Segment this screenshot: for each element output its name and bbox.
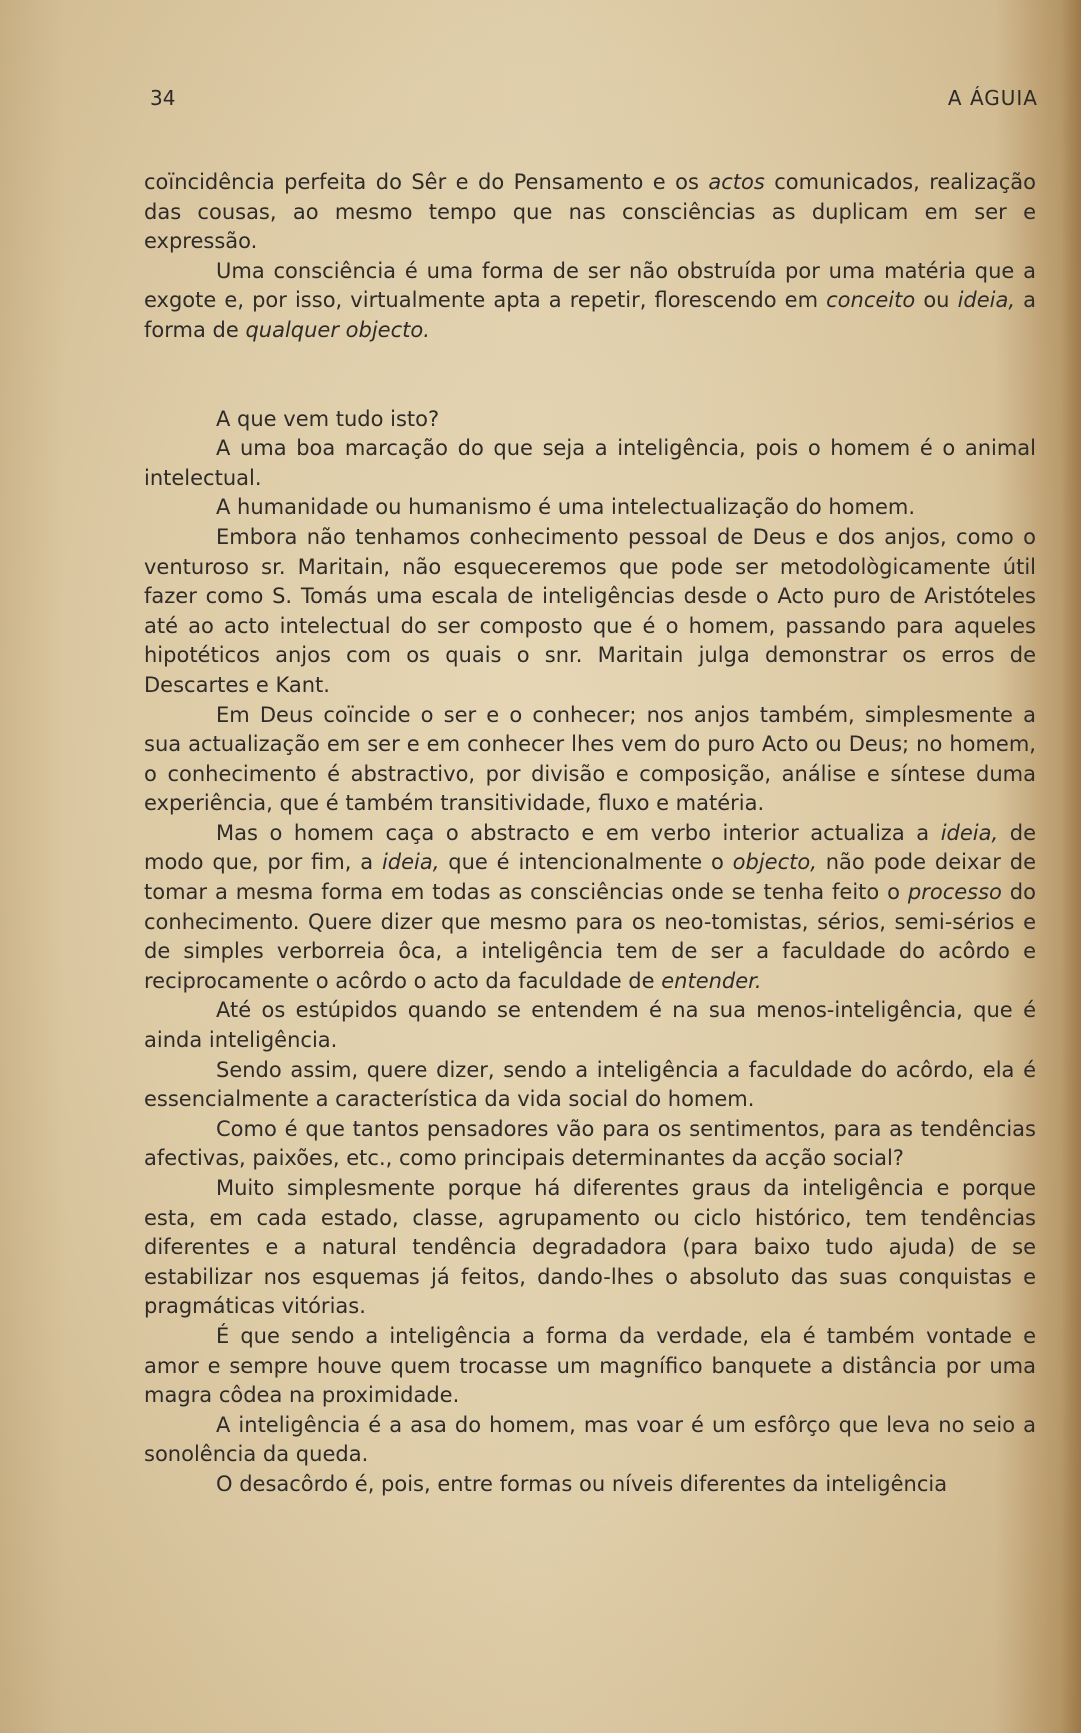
text-run: comunicados, realização das cousas, ao mesmo tempo que nas consciências as duplicam em ser e expressão. bbox=[144, 170, 1036, 254]
text-run: a forma de bbox=[144, 288, 1037, 342]
paragraph bbox=[144, 996, 1036, 1055]
text-run: do conhecimento. Quere dizer que mesmo para os neo-tomistas, sérios, semi-sérios e de simples verborreia ôca, a inteligência tem de ser a faculdade do acôrdo e reciprocamente o acôrdo o acto da faculdade de bbox=[144, 880, 1036, 993]
paragraph bbox=[144, 405, 1036, 435]
paragraph bbox=[144, 819, 1036, 997]
text-run: Em Deus coïncide o ser e o conhecer; nos anjos também, simplesmente a sua actualização em ser e em conhecer lhes vem do puro Acto ou Deus; no homem, o conhecimento é abstractivo, por divisão e composição, análise e síntese duma experiência, que é também transitividade, fluxo e matéria. bbox=[144, 702, 1036, 816]
paragraph bbox=[144, 257, 1036, 346]
body-text bbox=[144, 168, 1036, 1500]
paragraph bbox=[144, 1115, 1036, 1174]
text-run: de modo que, por fim, a bbox=[144, 820, 1036, 875]
text-run: A humanidade ou humanismo é uma intelectualização do homem. bbox=[216, 495, 916, 520]
text-run: Uma consciência é uma forma de ser não obstruída por uma matéria que a exgote e, por isso, virtualmente apta a repetir, florescendo em bbox=[144, 258, 1036, 313]
page-header bbox=[150, 86, 1038, 116]
italic-text: qualquer objecto. bbox=[245, 317, 430, 342]
text-run: É que sendo a inteligência a forma da verdade, ela é também vontade e amor e sempre houve quem trocasse um magnífico banquete a distância por uma magra côdea na proximidade. bbox=[144, 1323, 1036, 1408]
paragraph bbox=[144, 701, 1036, 819]
text-run: não pode deixar de tomar a mesma forma em todas as consciências onde se tenha feito o bbox=[144, 850, 1036, 905]
text-run: Até os estúpidos quando se entendem é na sua menos-inteligência, que é ainda inteligência. bbox=[144, 998, 1036, 1053]
italic-text: ideia, bbox=[940, 820, 999, 845]
italic-text: entender. bbox=[661, 968, 762, 993]
italic-text: processo bbox=[907, 880, 1002, 905]
text-run: Como é que tantos pensadores vão para os sentimentos, para as tendências afectivas, paixões, etc., como principais determinantes da acção social? bbox=[144, 1116, 1036, 1171]
text-run: que é intencionalmente o bbox=[439, 850, 733, 875]
page-number: 34 bbox=[150, 86, 176, 110]
italic-text: ideia, bbox=[381, 850, 440, 875]
text-run: Muito simplesmente porque há diferentes graus da inteligência e porque esta, em cada estado, classe, agrupamento ou ciclo histórico, tem tendências diferentes e a natural tendência degradadora (para baixo tudo ajuda) de se estabilizar nos esquemas já feitos, dando-lhes o absoluto das suas conquistas e pragmáticas vitórias. bbox=[144, 1176, 1036, 1319]
text-run: Embora não tenhamos conhecimento pessoal de Deus e dos anjos, como o venturoso sr. Maritain, não esqueceremos que pode ser metodològicamente útil fazer como S. Tomás uma escala de inteligências desde o Acto puro de Aristóteles até ao acto intelectual do ser composto que é o homem, passando para aqueles hipotéticos anjos com os quais o snr. Maritain julga demonstrar os erros de Descartes e Kant. bbox=[144, 524, 1036, 697]
text-run: Sendo assim, quere dizer, sendo a inteligência a faculdade do acôrdo, ela é essencialmente a característica da vida social do homem. bbox=[144, 1057, 1036, 1112]
paragraph bbox=[144, 434, 1036, 493]
text-run: A que vem tudo isto? bbox=[216, 406, 440, 431]
text-run: ou bbox=[915, 288, 958, 313]
paragraph bbox=[144, 1174, 1036, 1322]
paragraph bbox=[144, 1056, 1036, 1115]
text-run: O desacôrdo é, pois, entre formas ou níveis diferentes da inteligência bbox=[216, 1471, 948, 1496]
paragraph bbox=[144, 1322, 1036, 1411]
italic-text: actos bbox=[708, 170, 765, 194]
text-run: A inteligência é a asa do homem, mas voar é um esfôrço que leva no seio a sonolência da queda. bbox=[144, 1412, 1036, 1467]
text-run: Mas o homem caça o abstracto e em verbo interior actualiza a bbox=[216, 820, 941, 845]
paragraph bbox=[144, 168, 1036, 257]
text-run: A uma boa marcação do que seja a inteligência, pois o homem é o animal intelectual. bbox=[144, 436, 1036, 490]
page-edge-shadow bbox=[1061, 0, 1081, 1733]
paragraph bbox=[144, 493, 1036, 523]
paragraph bbox=[144, 1470, 1036, 1500]
running-head: A ÁGUIA bbox=[947, 86, 1038, 110]
text-run: coïncidência perfeita do Sêr e do Pensamento e os bbox=[144, 170, 709, 194]
italic-text: conceito bbox=[826, 288, 916, 313]
paragraph bbox=[144, 523, 1036, 701]
italic-text: ideia, bbox=[957, 288, 1016, 313]
paragraph bbox=[144, 1411, 1036, 1470]
italic-text: objecto, bbox=[732, 850, 817, 875]
